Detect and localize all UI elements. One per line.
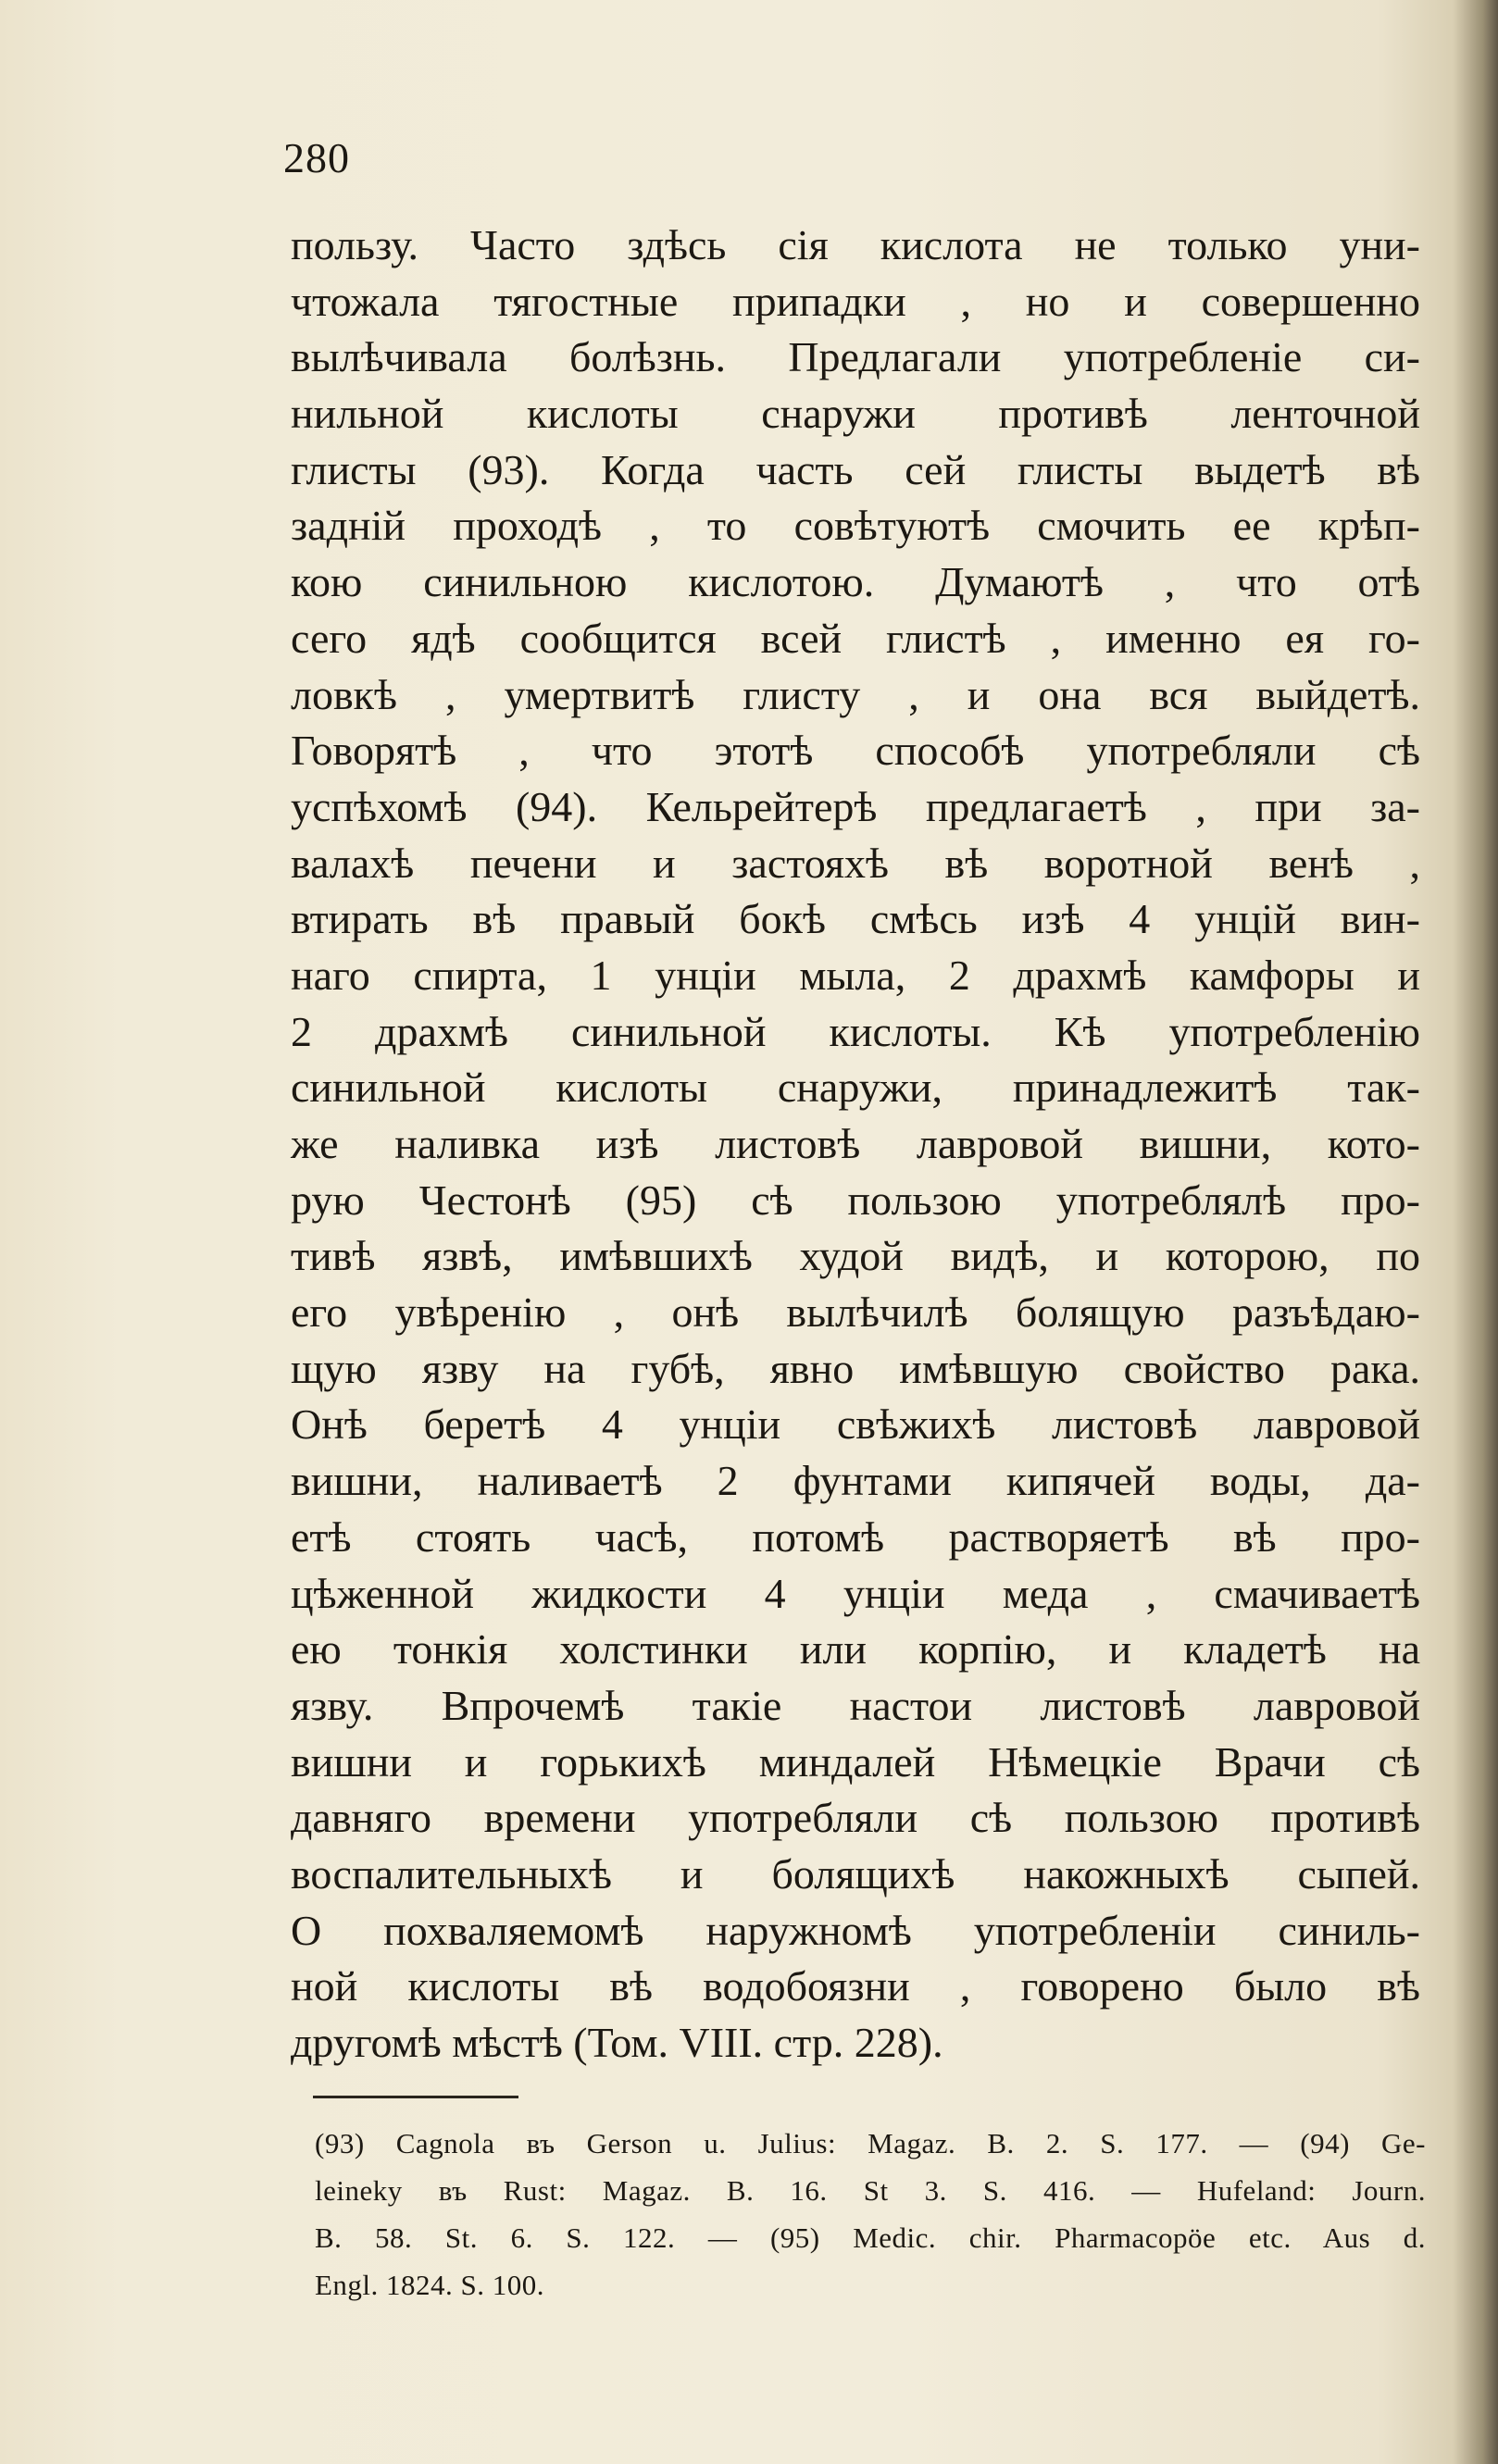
text-line: ной кислоты вѣ водобоязни , говорено было вѣ [291,1962,1420,2010]
footnote-line: Engl. 1824. S. 100. [315,2269,545,2301]
text-line: 2 драхмѣ синильной кислоты. Кѣ употребленію [291,1007,1420,1055]
text-line: воспалительныхѣ и болящихѣ накожныхѣ сыпей. [291,1849,1420,1898]
text-line: тивѣ язвѣ, имѣвшихѣ худой видѣ, и которою, по [291,1232,1420,1280]
footnote-line: (93) Cagnola въ Gerson u. Julius: Magaz. B. 2. S. 177. — (94) Ge- [315,2127,1426,2159]
text-line: нильной кислоты снаружи противѣ ленточной [291,390,1420,438]
text-line: етѣ стоять часѣ, потомѣ растворяетѣ вѣ про- [291,1512,1420,1561]
footnotes [315,2120,1426,2308]
text-line: ею тонкія холстинки или корпію, и кладетѣ на [291,1625,1420,1674]
text-line: рую Честонѣ (95) сѣ пользою употреблялѣ про- [291,1176,1420,1224]
text-line: втирать вѣ правый бокѣ смѣсь изѣ 4 унцій вин- [291,895,1420,943]
text-line: синильной кислоты снаружи, принадлежитѣ так- [291,1064,1420,1112]
text-line: щую язву на губѣ, явно имѣвшую свойство рака. [291,1344,1420,1392]
footnote-line: B. 58. St. 6. S. 122. — (95) Medic. chir. Pharmacopöe etc. Aus d. [315,2221,1426,2254]
text-line: успѣхомѣ (94). Кельрейтерѣ предлагаетѣ , при за- [291,782,1420,830]
text-line: Говорятѣ , что этотѣ способѣ употребляли сѣ [291,727,1420,775]
text-line: вылѣчивала болѣзнь. Предлагали употребленіе си- [291,333,1420,381]
text-line: задній проходѣ , то совѣтуютѣ смочить ее крѣп- [291,502,1420,550]
text-line: кою синильною кислотою. Думаютѣ , что отѣ [291,558,1420,606]
text-line: его увѣренію , онѣ вылѣчилѣ болящую разъѣдаю- [291,1288,1420,1337]
text-line: другомѣ мѣстѣ (Том. VIII. стр. 228). [291,2019,943,2066]
text-line: наго спирта, 1 унціи мыла, 2 драхмѣ камфоры и [291,951,1420,999]
footnote-line: leineky въ Rust: Magaz. B. 16. St 3. S. 416. — Hufeland: Journ. [315,2174,1426,2207]
text-line: Онѣ беретѣ 4 унціи свѣжихѣ листовѣ лавровой [291,1400,1420,1449]
text-line: ловкѣ , умертвитѣ глисту , и она вся выйдетѣ. [291,670,1420,718]
text-line: язву. Впрочемѣ такіе настои листовѣ лавровой [291,1681,1420,1729]
text-line: давняго времени употребляли сѣ пользою противѣ [291,1794,1420,1842]
text-line: вишни, наливаетѣ 2 фунтами кипячей воды, да- [291,1457,1420,1505]
page-number: 280 [283,134,350,181]
text-line: валахѣ печени и застояхѣ вѣ воротной венѣ , [291,839,1420,887]
footnote-rule [313,2096,518,2098]
text-line: сего ядѣ сообщится всей глистѣ , именно ея го- [291,614,1420,662]
text-line: О похваляемомѣ наружномѣ употребленіи синиль- [291,1906,1420,1954]
text-line: цѣженной жидкости 4 унціи меда , смачиваетѣ [291,1569,1420,1617]
text-line: глисты (93). Когда часть сей глисты выдетѣ вѣ [291,445,1420,493]
text-line: чтожала тягостные припадки , но и совершенно [291,277,1420,325]
text-line: пользу. Часто здѣсь сія кислота не только уни- [291,221,1420,268]
body-text [291,218,1420,2072]
text-line: вишни и горькихѣ миндалей Нѣмецкіе Врачи сѣ [291,1737,1420,1786]
text-line: же наливка изѣ листовѣ лавровой вишни, кото- [291,1120,1420,1167]
